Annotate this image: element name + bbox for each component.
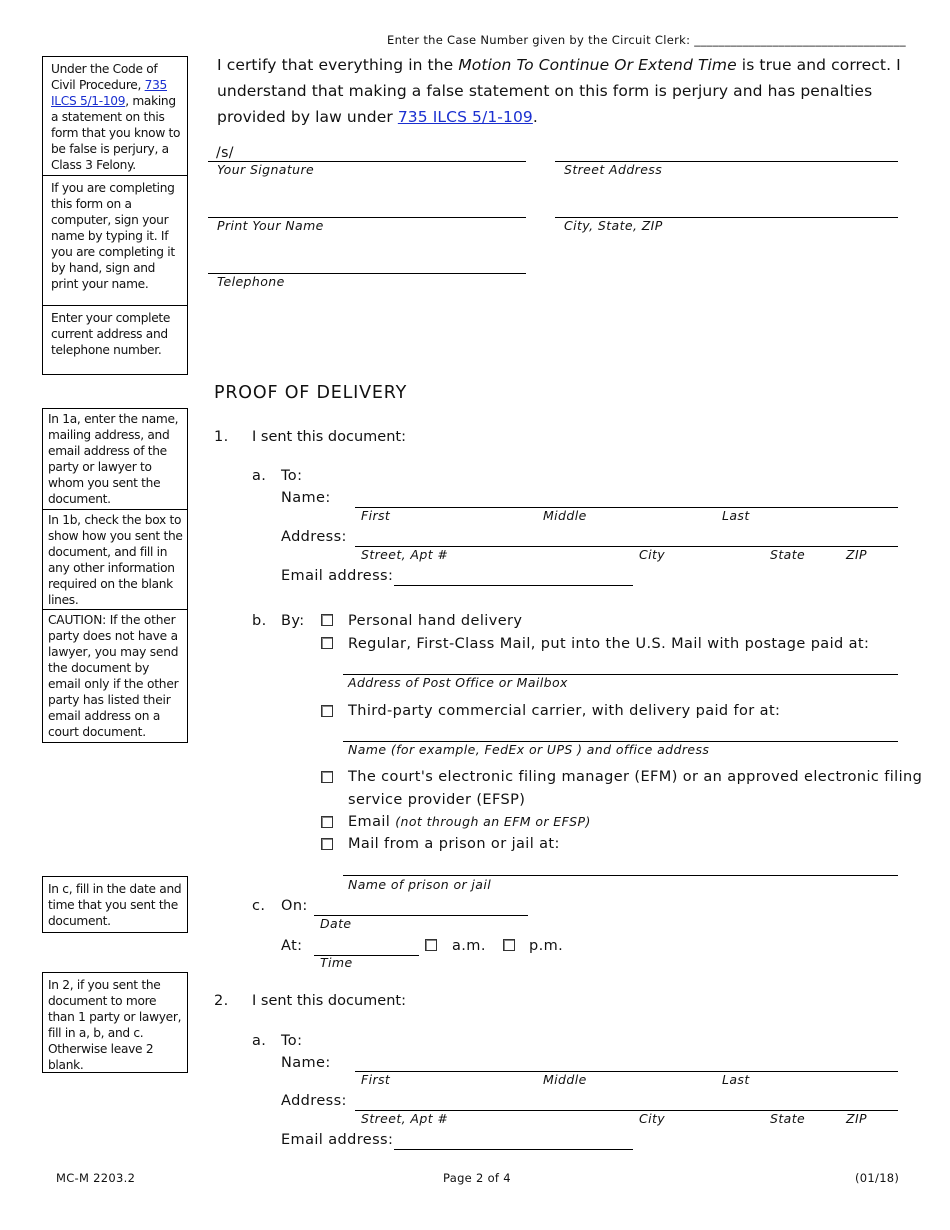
section1-state-caption: State [770,547,806,562]
form-date: (01/18) [855,1171,900,1185]
section2-lead: I sent this document: [252,993,406,1009]
section2-address-label: Address: [281,1093,347,1109]
prison-caption: Name of prison or jail [348,877,492,892]
section1-name-line[interactable] [355,507,898,508]
certification-paragraph [217,52,907,130]
section1-by: By: [281,613,305,629]
section1-address-label: Address: [281,529,347,545]
section2-instructions-text: In 2, if you sent the document to more than 1 party or lawyer, fill in a, b, and c. Otherwise leave 2 blank. [48,978,182,1072]
time-caption: Time [320,955,353,970]
prison-mail-checkbox[interactable] [321,838,333,850]
carrier-caption: Name (for example, FedEx or UPS ) and office address [348,742,710,757]
section1-at: At: [281,938,303,954]
signing-instructions-box: If you are completing this form on a computer, sign your name by typing it. If you are completing it by hand, sign and print your name. [43,175,187,305]
certify-text-3: . [532,108,538,126]
section1-last-caption: Last [722,508,750,523]
email-option-note: (not through an EFM or EFSP) [395,814,591,829]
section1-b-label: b. [252,613,267,629]
section2-middle-caption: Middle [543,1072,587,1087]
section2-city-caption: City [639,1111,666,1126]
section2-to: To: [281,1033,303,1049]
first-class-mail-checkbox[interactable] [321,637,333,649]
first-class-mail-label: Regular, First-Class Mail, put into the U.S. Mail with postage paid at: [348,636,870,652]
street-address-caption: Street Address [564,162,663,177]
section2-a-label: a. [252,1033,267,1049]
sidebar-instructions-top [42,56,188,375]
print-name-caption: Print Your Name [217,218,324,233]
address-instructions-box: Enter your complete current address and telephone number. [43,305,187,360]
hand-delivery-checkbox[interactable] [321,614,333,626]
efm-label-line1: The court's electronic filing manager (EFM) or an approved electronic filing [348,769,923,785]
certify-statute-link[interactable]: 735 ILCS 5/1-109 [397,108,533,126]
section2-zip-caption: ZIP [846,1111,867,1126]
hand-delivery-label: Personal hand delivery [348,613,523,629]
section2-state-caption: State [770,1111,806,1126]
section2-street-caption: Street, Apt # [361,1111,449,1126]
your-signature-caption: Your Signature [217,162,315,177]
form-id: MC-M 2203.2 [56,1171,136,1185]
motion-name: Motion To Continue Or Extend Time [458,56,737,74]
case-number-label: Enter the Case Number given by the Circuit Clerk: ___________________________________ [387,33,906,47]
telephone-caption: Telephone [217,274,285,289]
certify-text-2: is true and correct. I understand that making a false statement on this form is perjury and has penalties provided by law under [217,56,901,126]
caution-box: CAUTION: If the other party does not have a lawyer, you may send the document by email only if the other party has listed their email address on a court document. [43,609,187,742]
perjury-text-before: Under the Code of Civil Procedure, [51,62,158,92]
post-office-caption: Address of Post Office or Mailbox [348,675,568,690]
email-option-text: Email [348,814,391,830]
pm-label: p.m. [529,938,564,954]
section1-to: To: [281,468,303,484]
section1-name-label: Name: [281,490,331,506]
method-instructions-box: In 1b, check the box to show how you sent the document, and fill in any other information required on the blank lines. [43,509,187,609]
efm-checkbox[interactable] [321,771,333,783]
section2-name-label: Name: [281,1055,331,1071]
section1-lead: I sent this document: [252,429,406,445]
prison-mail-label: Mail from a prison or jail at: [348,836,560,852]
statute-link[interactable]: 735 ILCS 5/1-109 [51,78,168,108]
section1-street-caption: Street, Apt # [361,547,449,562]
city-state-zip-caption: City, State, ZIP [564,218,663,233]
perjury-warning-box [43,57,187,175]
section2-email-line[interactable] [394,1149,633,1150]
efm-label-line2: service provider (EFSP) [348,792,526,808]
section1-email-label: Email address: [281,568,394,584]
section2-email-label: Email address: [281,1132,394,1148]
section2-number: 2. [214,993,229,1009]
perjury-text-after: , making a statement on this form that you know to be false is perjury, a Class 3 Felony. [51,94,181,172]
signature-value[interactable]: /s/ [216,145,234,161]
email-checkbox[interactable] [321,816,333,828]
section1-zip-caption: ZIP [846,547,867,562]
section2-name-line[interactable] [355,1071,898,1072]
sidebar-instructions-section2 [42,972,188,1073]
section1-first-caption: First [361,508,391,523]
certify-text-1: I certify that everything in the [217,56,459,74]
proof-title: PROOF OF DELIVERY [214,383,408,403]
carrier-label: Third-party commercial carrier, with delivery paid for at: [348,703,781,719]
section1-middle-caption: Middle [543,508,587,523]
sidebar-instructions-date [42,876,188,933]
am-checkbox[interactable] [425,939,437,951]
sidebar-instructions-delivery [42,408,188,743]
prison-line[interactable] [343,875,898,876]
pm-checkbox[interactable] [503,939,515,951]
section2-last-caption: Last [722,1072,750,1087]
section1-city-caption: City [639,547,666,562]
email-option-label [348,814,591,830]
recipient-instructions-box: In 1a, enter the name, mailing address, and email address of the party or lawyer to whom you sent the document. [48,412,179,506]
carrier-checkbox[interactable] [321,705,333,717]
section1-a-label: a. [252,468,267,484]
section1-c-label: c. [252,898,266,914]
section1-on: On: [281,898,308,914]
section2-first-caption: First [361,1072,391,1087]
page-number: Page 2 of 4 [443,1171,511,1185]
am-label: a.m. [452,938,486,954]
date-caption: Date [320,916,352,931]
section1-email-line[interactable] [394,585,633,586]
date-instructions-text: In c, fill in the date and time that you sent the document. [48,882,182,928]
section1-number: 1. [214,429,229,445]
